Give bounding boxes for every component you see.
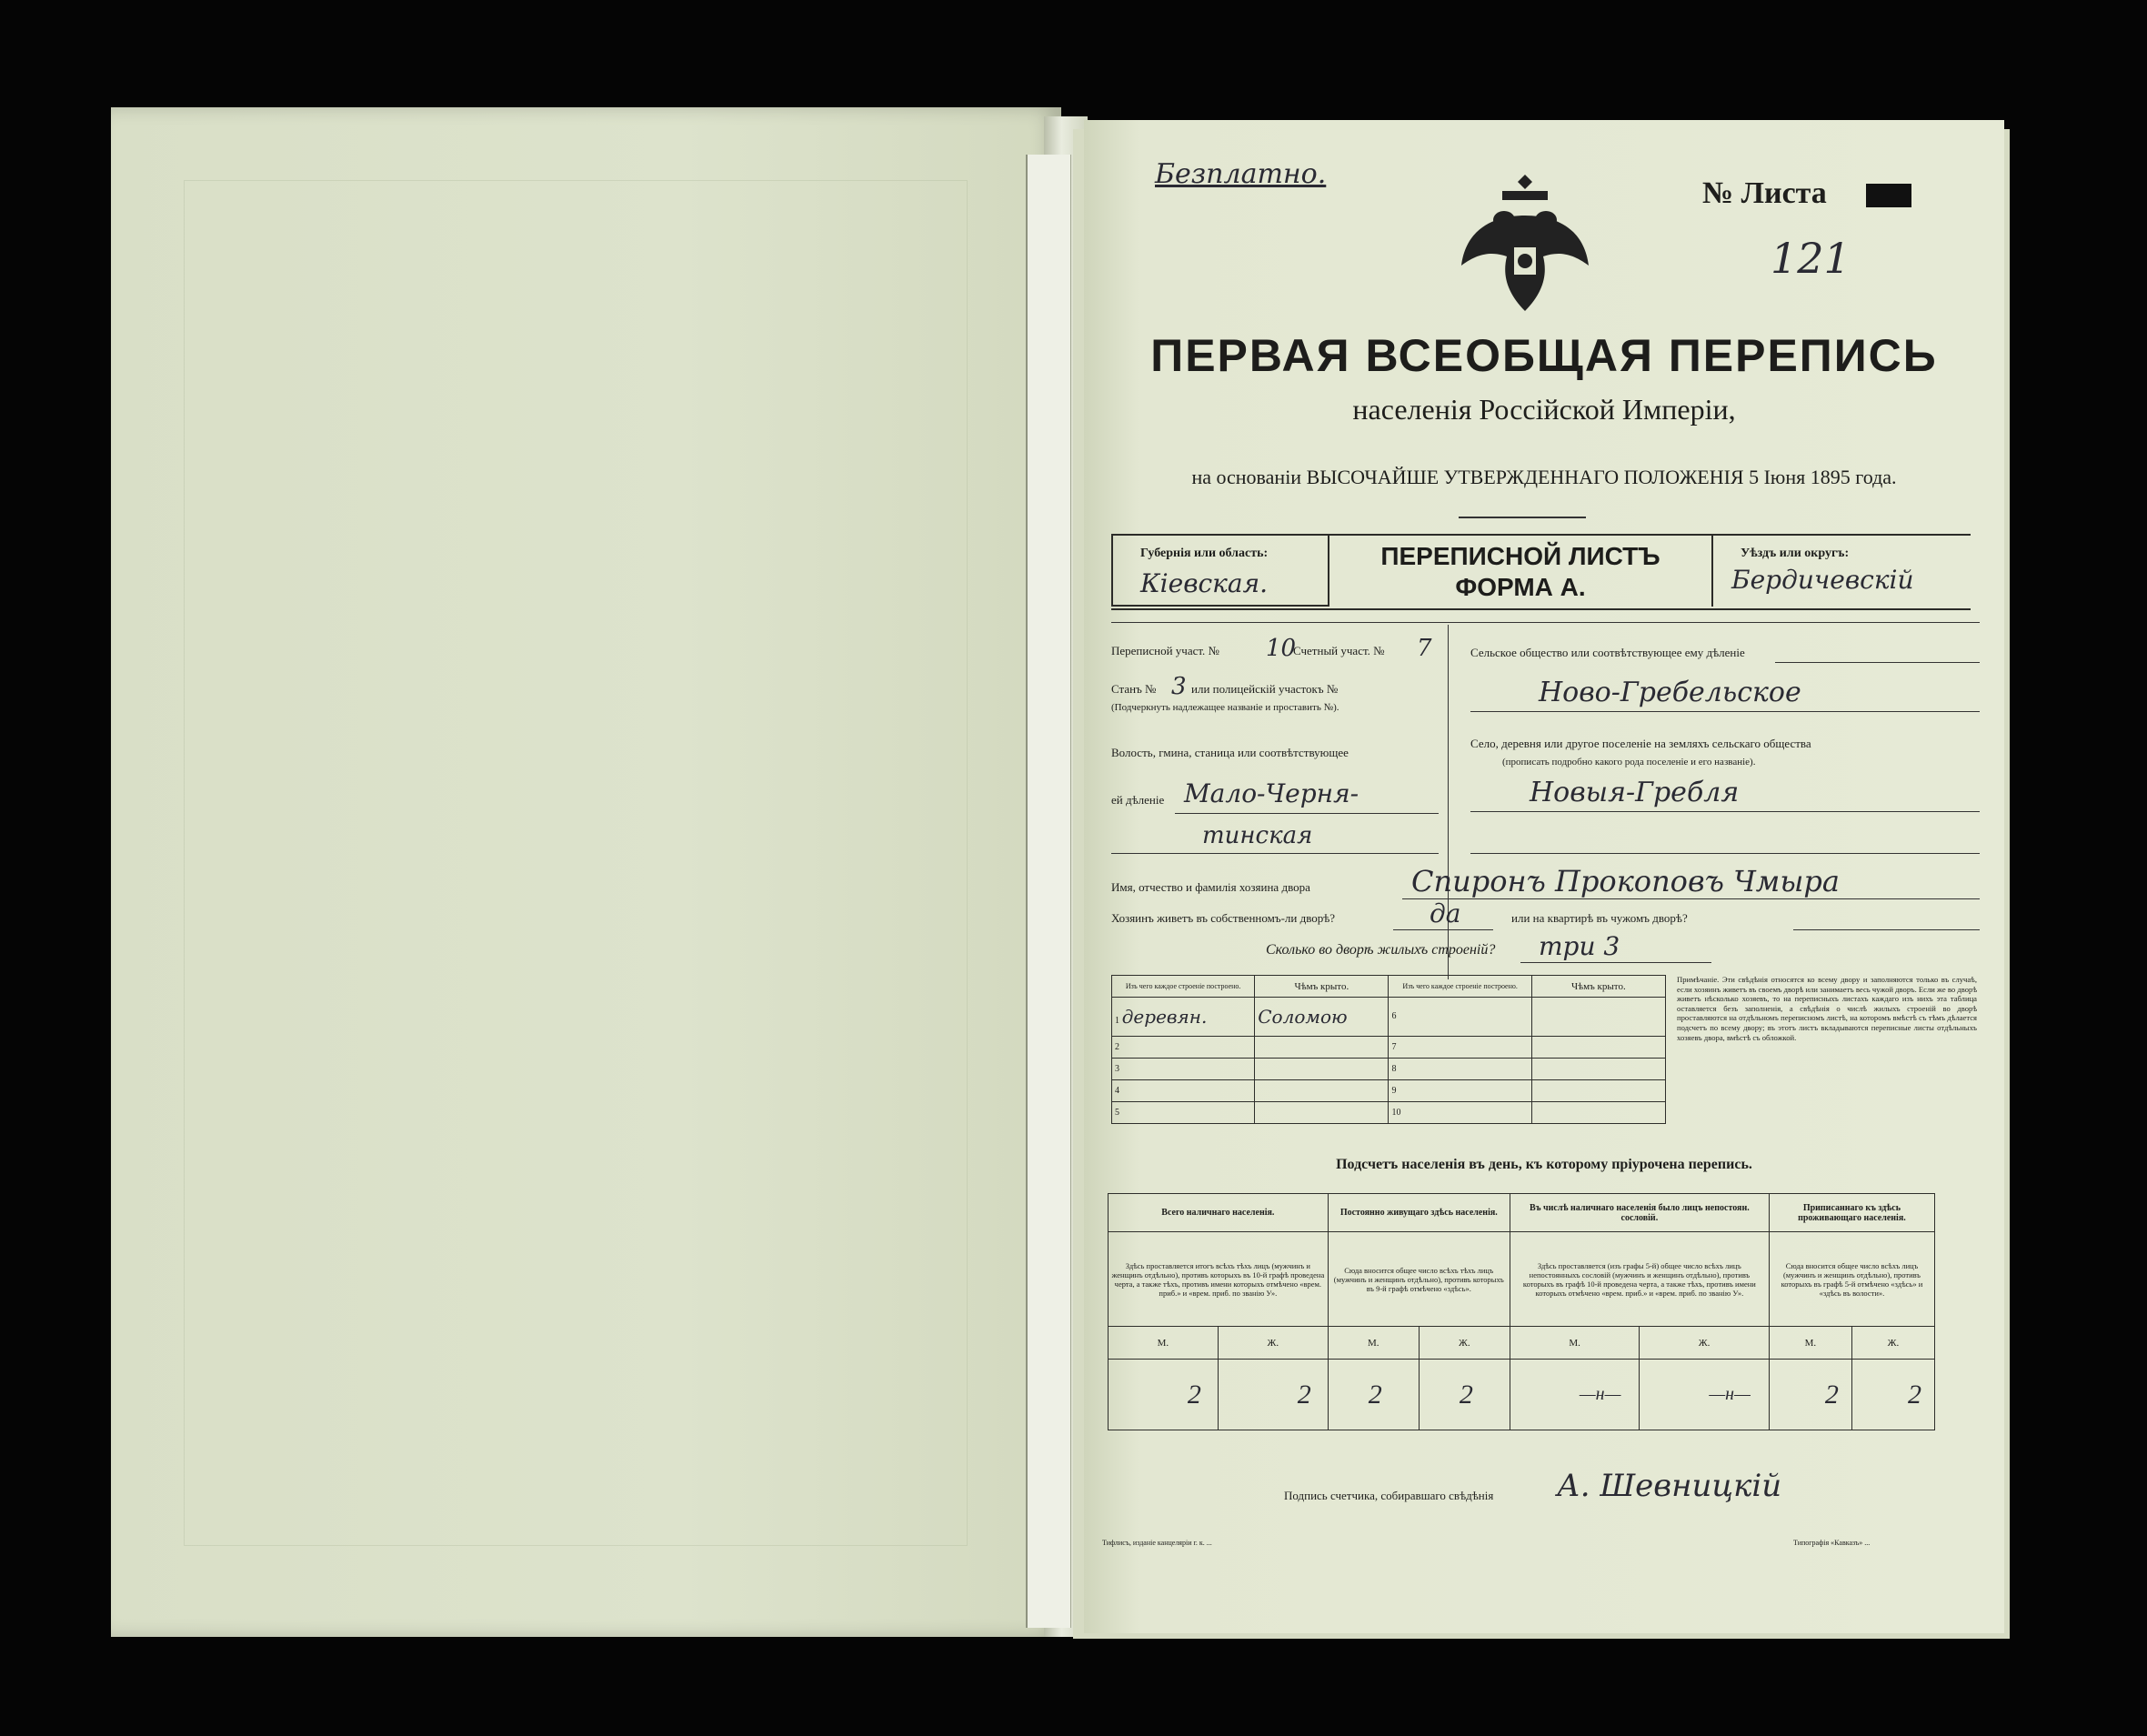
imperial-eagle-emblem-icon xyxy=(1457,166,1593,320)
note-text: Примѣчаніе. Эти свѣдѣнія относятся ко всему двору и заполняются только въ случаѣ, если хозяинъ живетъ въ своемъ дворѣ или занимаетъ весь чужой дворъ. Если же во дворѣ живетъ нѣсколько хозяевъ, то на переписныхъ листахъ каждаго изъ нихъ эта таблица оставляется безъ заполненія, а свѣдѣнія о числѣ жилыхъ строеній во дворѣ проставляются на отдѣльномъ переписномъ листѣ, на которомъ вмѣстѣ съ тѣмъ дѣлается подсчетъ по всему двору; въ этотъ листъ вкладываются переписные листы отдѣльныхъ хозяевъ двора, вмѣстѣ съ обложкой. xyxy=(1677,975,1977,1042)
nonpermanent-male: —н— xyxy=(1510,1360,1639,1430)
owner-underline xyxy=(1402,898,1980,899)
society-underline-2 xyxy=(1470,711,1980,712)
village-value: Новыя-Гребля xyxy=(1530,777,1740,808)
rent-underline xyxy=(1793,929,1980,930)
volost-underline xyxy=(1175,813,1439,814)
group-header-nonpermanent: Въ числѣ наличнаго населенія было лицъ непостоян. сословій. xyxy=(1510,1194,1769,1232)
signature-value: А. Шевницкій xyxy=(1557,1468,1782,1504)
redaction-block xyxy=(1866,184,1911,207)
form-title: ПЕРЕПИСНОЙ ЛИСТЪ xyxy=(1380,542,1660,570)
col-roof-header: Чѣмъ крыто. xyxy=(1255,976,1389,998)
own-house-underline xyxy=(1393,929,1493,930)
village-note: (прописать подробно какого рода поселеніе и его названіе). xyxy=(1502,757,1756,768)
female-col-label: Ж. xyxy=(1419,1327,1510,1360)
uezd-value: Бердичевскій xyxy=(1731,565,1914,595)
table-row: 2 7 xyxy=(1112,1036,1666,1058)
census-form-page xyxy=(1084,120,2004,1633)
gubernia-value: Кіевская. xyxy=(1140,568,1269,598)
bleed-through-ghost xyxy=(184,180,968,1546)
col-roof-header-2: Чѣмъ крыто. xyxy=(1531,976,1665,998)
volost-underline-2 xyxy=(1111,853,1439,854)
census-plot-value: 10 xyxy=(1266,635,1297,662)
uezd-box xyxy=(1711,534,1954,607)
population-table xyxy=(1108,1193,1935,1430)
table-row: 5 10 xyxy=(1112,1101,1666,1123)
signature-label: Подпись счетчика, собиравшаго свѣдѣнія xyxy=(1284,1489,1494,1502)
volost-label-2: ей дѣленіе xyxy=(1111,793,1165,807)
total-male: 2 xyxy=(1109,1360,1219,1430)
binding-strip xyxy=(1026,155,1071,1628)
printer-note-left: Тифлисъ, изданіе канцеляріи г. к. ... xyxy=(1102,1539,1212,1547)
owner-value: Спиронъ Прокоповъ Чмыра xyxy=(1411,864,1840,898)
volost-value-2: тинская xyxy=(1202,822,1313,849)
col-material-header-2: Изъ чего каждое строеніе построено. xyxy=(1389,976,1531,998)
buildings-label: Сколько во дворѣ жилыхъ строеній? xyxy=(1266,942,1496,958)
population-title: Подсчетъ населенія въ день, къ которому пріурочена перепись. xyxy=(1336,1157,1752,1172)
table-row: 4 9 xyxy=(1112,1079,1666,1101)
printer-note-right: Типографія «Кавказъ» ... xyxy=(1793,1539,1871,1547)
gubernia-box xyxy=(1111,534,1329,607)
group-header-registered: Приписаннаго къ здѣсь проживающаго населенія. xyxy=(1769,1194,1934,1232)
stan-value: 3 xyxy=(1171,673,1187,700)
society-label: Сельское общество или соотвѣтствующее ему дѣленіе xyxy=(1470,646,1745,659)
group-desc-total: Здѣсь проставляется итогъ всѣхъ тѣхъ лицъ (мужчинъ и женщинъ отдѣльно), противъ которыхъ въ 10-й графѣ проведена черта, а также тѣхъ, противъ имени которыхъ отмѣчено «врем. приб.» и «врем. приб. по званію У». xyxy=(1109,1232,1329,1327)
male-col-label: М. xyxy=(1109,1327,1219,1360)
volost-value: Мало-Черня- xyxy=(1184,778,1359,808)
census-plot-label: Переписной участ. № xyxy=(1111,644,1219,657)
roof-value: Соломою xyxy=(1258,1005,1348,1028)
rent-label: или на квартирѣ въ чужомъ дворѣ? xyxy=(1511,911,1688,925)
table-row: 3 8 xyxy=(1112,1058,1666,1079)
table-row: 1 деревян. Соломою 6 xyxy=(1112,998,1666,1037)
material-value: деревян. xyxy=(1121,1005,1208,1028)
own-house-label: Хозяинъ живетъ въ собственномъ-ли дворѣ? xyxy=(1111,911,1336,925)
female-col-label: Ж. xyxy=(1851,1327,1934,1360)
total-female: 2 xyxy=(1218,1360,1328,1430)
male-col-label: М. xyxy=(1510,1327,1639,1360)
decree-basis: на основаніи ВЫСОЧАЙШЕ УТВЕРЖДЕННАГО ПОЛОЖЕНІЯ 5 Іюня 1895 года. xyxy=(1191,466,1897,488)
registered-female: 2 xyxy=(1851,1360,1934,1430)
permanent-female: 2 xyxy=(1419,1360,1510,1430)
buildings-underline xyxy=(1520,962,1711,963)
registered-male: 2 xyxy=(1769,1360,1851,1430)
sheet-number-label: № Листа xyxy=(1702,176,1827,210)
owner-label: Имя, отчество и фамилія хозяина двора xyxy=(1111,880,1310,894)
society-underline xyxy=(1775,662,1980,663)
own-house-value: да xyxy=(1430,898,1461,928)
female-col-label: Ж. xyxy=(1218,1327,1328,1360)
male-col-label: М. xyxy=(1328,1327,1419,1360)
sheet-number-value: 121 xyxy=(1771,234,1851,283)
society-value: Ново-Гребельское xyxy=(1539,677,1801,708)
counter-plot-value: 7 xyxy=(1417,635,1432,662)
village-label: Село, деревня или другое поселеніе на земляхъ сельскаго общества xyxy=(1470,737,1811,750)
stan-label: Станъ № xyxy=(1111,682,1157,696)
col-material-header: Изъ чего каждое строеніе построено. xyxy=(1112,976,1255,998)
volost-label: Волость, гмина, станица или соотвѣтствующее xyxy=(1111,746,1349,759)
page-subtitle: населенія Россійской Имперіи, xyxy=(1352,393,1736,426)
gubernia-label: Губернія или область: xyxy=(1140,547,1269,560)
group-header-permanent: Постоянно живущаго здѣсь населенія. xyxy=(1328,1194,1510,1232)
table-row xyxy=(1109,1360,1935,1430)
village-underline-2 xyxy=(1470,853,1980,854)
page-title: ПЕРВАЯ ВСЕОБЩАЯ ПЕРЕПИСЬ xyxy=(1150,330,1938,381)
buildings-table xyxy=(1111,975,1666,1124)
left-blank-page xyxy=(111,107,1061,1637)
ornament-divider xyxy=(1459,517,1586,518)
uezd-label: Уѣздъ или округъ: xyxy=(1741,547,1850,560)
permanent-male: 2 xyxy=(1328,1360,1419,1430)
group-header-total: Всего наличнаго населенія. xyxy=(1109,1194,1329,1232)
group-desc-permanent: Сюда вносится общее число всѣхъ тѣхъ лицъ (мужчинъ и женщинъ отдѣльно), противъ которыхъ въ 9-й графѣ отмѣчено «здѣсь». xyxy=(1328,1232,1510,1327)
free-label: Безплатно. xyxy=(1155,158,1327,190)
counter-plot-label: Счетный участ. № xyxy=(1293,644,1385,657)
female-col-label: Ж. xyxy=(1640,1327,1770,1360)
buildings-value: три 3 xyxy=(1539,931,1620,961)
male-col-label: М. xyxy=(1769,1327,1851,1360)
form-letter: ФОРМА А. xyxy=(1455,573,1586,601)
group-desc-registered: Сюда вносится общее число всѣхъ лицъ (мужчинъ и женщинъ отдѣльно), противъ которыхъ въ графѣ 5-й отмѣчено «здѣсь» и «здѣсь въ волости». xyxy=(1769,1232,1934,1327)
stan-note: (Подчеркнуть надлежащее названіе и проставить №). xyxy=(1111,702,1339,713)
village-underline xyxy=(1470,811,1980,812)
nonpermanent-female: —н— xyxy=(1640,1360,1770,1430)
group-desc-nonpermanent: Здѣсь проставляется (изъ графы 5-й) общее число всѣхъ лицъ непостоянныхъ сословій (мужчинъ и женщинъ отдѣльно), противъ которыхъ въ графѣ 10-й проведена черта, а также тѣхъ, противъ имени которыхъ отмѣчено «врем. приб.» и «врем. приб. по званію У». xyxy=(1510,1232,1769,1327)
police-plot-label: или полицейскій участокъ № xyxy=(1191,682,1339,696)
